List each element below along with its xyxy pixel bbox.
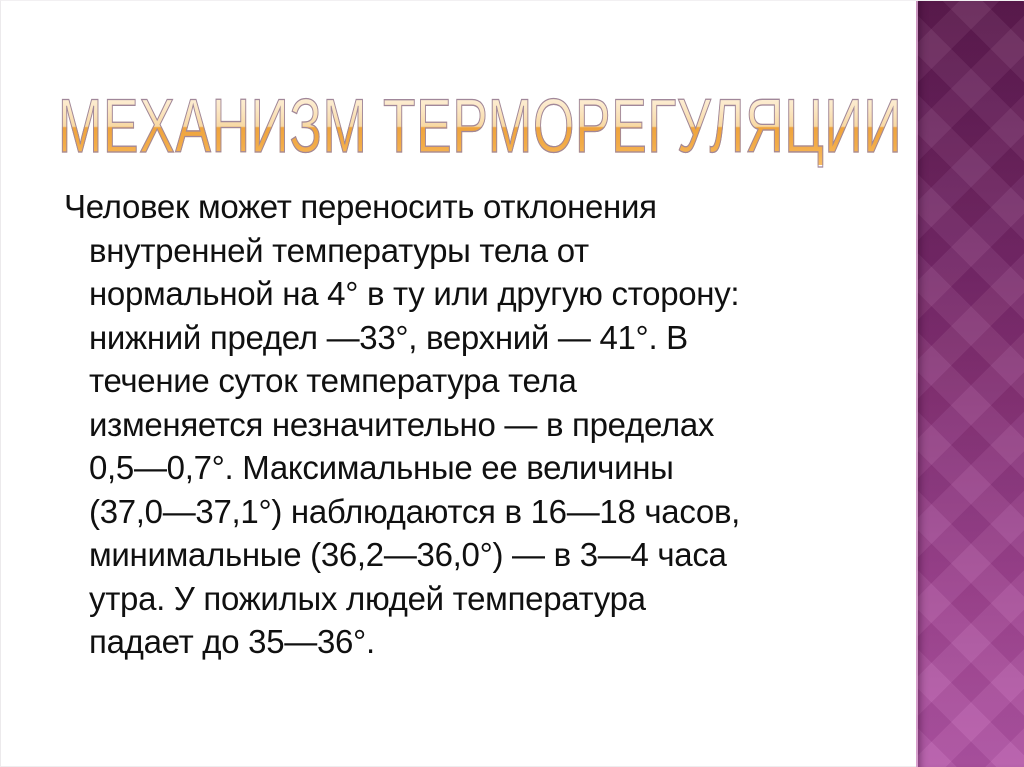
slide-body-text: Человек может переносить отклонения внутренней температуры тела от нормальной на 4° в ту или другую сторону: нижний предел —33°, верхний — 41°. В течение суток температура тела изменяется незначительно — в пределах 0,5—0,7°. Максимальные ее величины (37,0—37,1°) наблюдаются в 16—18 часов, минимальные (36,2—36,0°) — в 3—4 часа утра. У пожилых людей температура падает до 35—36°. — [64, 188, 741, 660]
slide-title-area — [58, 84, 918, 169]
decorative-side-stripe — [916, 1, 1024, 767]
slide-title: МЕХАНИЗМ ТЕРМОРЕГУЛЯЦИИ — [58, 84, 903, 169]
